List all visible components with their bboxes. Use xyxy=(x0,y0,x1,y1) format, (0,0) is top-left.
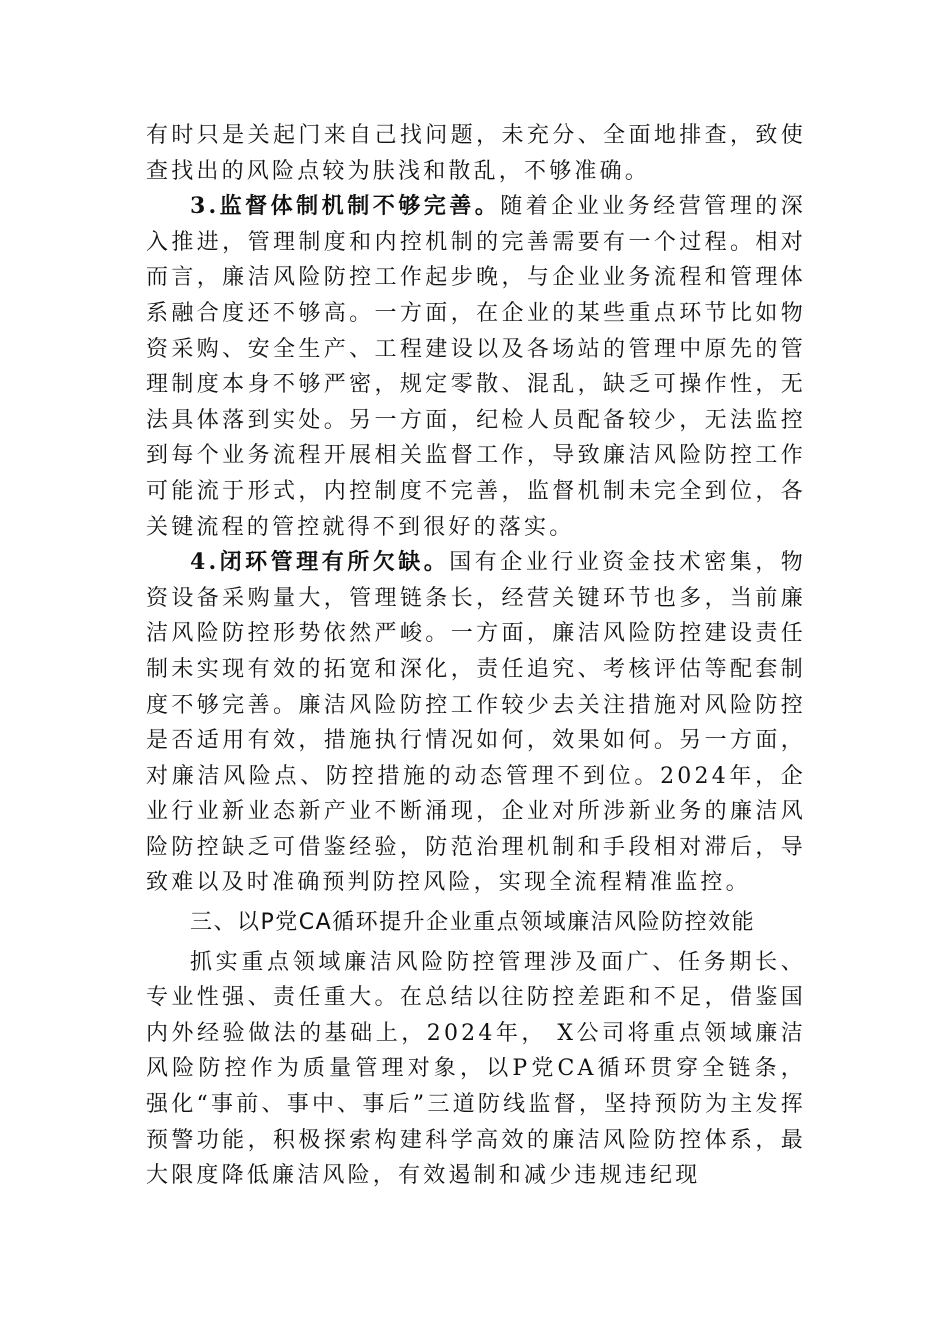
document-body xyxy=(146,118,806,1194)
paragraph-text: 有时只是关起门来自己找问题，未充分、全面地排查，致使查找出的风险点较为肤浅和散乱，不够准确。 xyxy=(146,123,806,184)
continued-paragraph xyxy=(146,118,806,189)
closing-paragraph xyxy=(146,945,806,1194)
section-heading: 三、以P党CA循环提升企业重点领域廉洁风险防控效能 xyxy=(190,910,756,936)
paragraph-lead-heading: 3.监督体制机制不够完善。 xyxy=(190,193,501,220)
paragraph-closed-loop-management xyxy=(146,545,806,901)
paragraph-text: 随着企业业务经营管理的深入推进，管理制度和内控机制的完善需要有一个过程。相对而言，廉洁风险防控工作起步晚，与企业业务流程和管理体系融合度还不够高。一方面，在企业的某些重点环节比如物资采购、安全生产、工程建设以及各场站的管理中原先的管理制度本身不够严密，规定零散、混乱，缺乏可操作性，无法具体落到实处。另一方面，纪检人员配备较少，无法监控到每个业务流程开展相关监督工作，导致廉洁风险防控工作可能流于形式，内控制度不完善，监督机制未完全到位，各关键流程的管控就得不到很好的落实。 xyxy=(146,194,806,540)
paragraph-text: 国有企业行业资金技术密集，物资设备采购量大，管理链条长，经营关键环节也多，当前廉洁风险防控形势依然严峻。一方面，廉洁风险防控建设责任制未实现有效的拓宽和深化，责任追究、考核评估等配套制度不够完善。廉洁风险防控工作较少去关注措施对风险防控是否适用有效，措施执行情况如何，效果如何。另一方面，对廉洁风险点、防控措施的动态管理不到位。2024年，企业行业新业态新产业不断涌现，企业对所涉新业务的廉洁风险防控缺乏可借鉴经验，防范治理机制和手段相对滞后，导致难以及时准确预判防控风险，实现全流程精准监控。 xyxy=(146,550,806,896)
paragraph-lead-heading: 4.闭环管理有所欠缺。 xyxy=(190,549,450,576)
paragraph-text: 抓实重点领域廉洁风险防控管理涉及面广、任务期长、专业性强、责任重大。在总结以往防控差距和不足，借鉴国内外经验做法的基础上，2024年， X公司将重点领域廉洁风险防控作为质量管理对象，以P党CA循环贯穿全链条，强化“事前、事中、事后”三道防线监督，坚持预防为主发挥预警功能，积极探索构建科学高效的廉洁风险防控体系，最大限度降低廉洁风险，有效遏制和减少违规违纪现 xyxy=(146,949,806,1189)
paragraph-supervision-mechanism xyxy=(146,189,806,545)
